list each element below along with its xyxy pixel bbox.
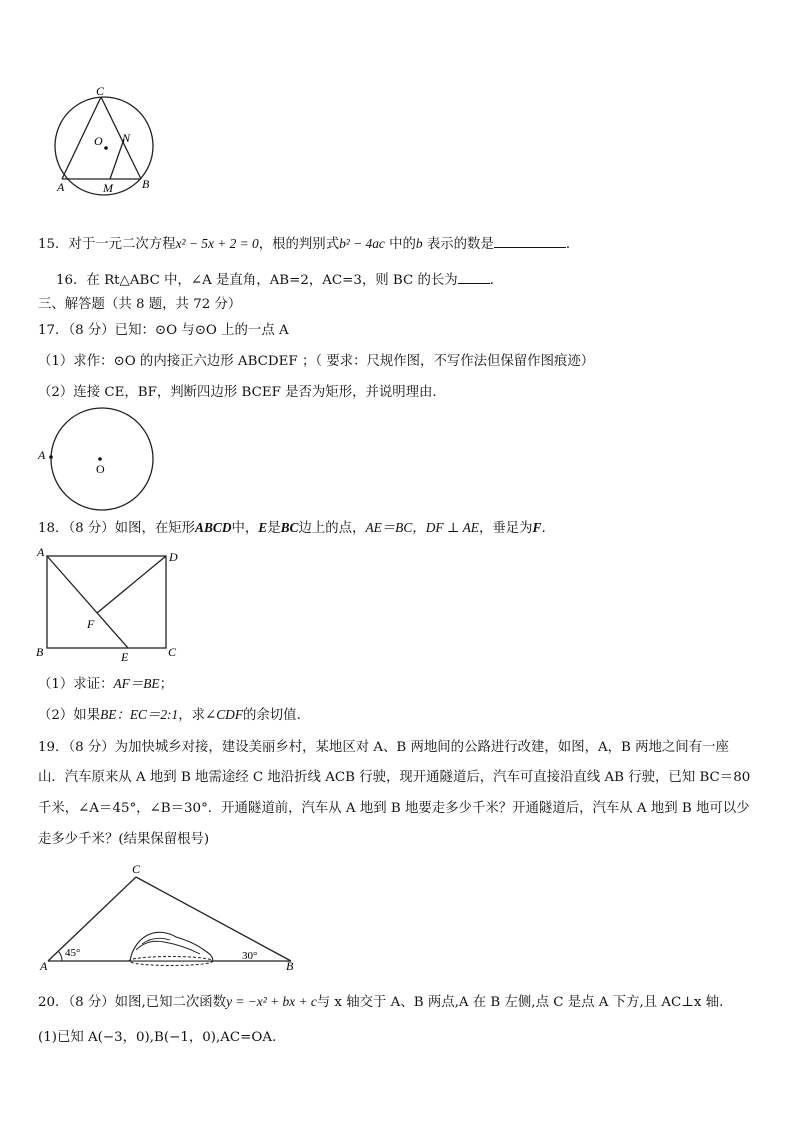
q18-mid4: ，垂足为 bbox=[478, 521, 533, 536]
q17-circle-figure bbox=[36, 406, 156, 512]
question-16 bbox=[56, 269, 503, 291]
question-17-part2: （2）连接 CE，BF，判断四边形 BCEF 是否为矩形，并说明理由． bbox=[38, 385, 446, 400]
q18-part2-end: 的余切值. bbox=[243, 708, 301, 723]
label-C: C bbox=[168, 645, 177, 659]
question-19-line1: 19．（8 分）为加快城乡对接，建设美丽乡村，某地区对 A、B 两地间的公路进行改建，如图，A，B 两地之间有一座 bbox=[38, 740, 729, 755]
q18-mid3: 边上的点， bbox=[298, 521, 366, 536]
q15-prefix: 15．对于一元二次方程 bbox=[38, 237, 176, 252]
label-B: B bbox=[142, 177, 150, 191]
question-18-part2 bbox=[38, 705, 301, 726]
q20-prefix: 20．（8 分）如图,已知二次函数 bbox=[38, 995, 227, 1010]
angle-arc-A bbox=[58, 951, 62, 961]
q18-end: . bbox=[541, 521, 546, 536]
q18-rect: ABCD bbox=[195, 520, 232, 535]
point-A bbox=[49, 455, 53, 459]
question-19-line3: 千米，∠A＝45°，∠B＝30°．开通隧道前，汽车从 A 地到 B 地要走多少千米？开通隧道后，汽车从 A 地到 B 地可以少 bbox=[38, 801, 750, 816]
question-20-stem bbox=[38, 992, 723, 1013]
q18-mid2: 是 bbox=[267, 521, 281, 536]
question-18-part1 bbox=[38, 674, 173, 695]
question-15 bbox=[38, 233, 579, 255]
label-A: A bbox=[37, 545, 45, 559]
section-3-title: 三、解答题（共 8 题，共 72 分） bbox=[38, 297, 242, 312]
q18-condition: AE＝BC，DF ⊥ AE bbox=[365, 520, 479, 535]
q20-function: y = −x² + bx + c bbox=[226, 994, 317, 1009]
q15-answer-blank[interactable] bbox=[494, 233, 566, 248]
q15-var: b bbox=[415, 236, 423, 251]
segment-AE bbox=[47, 556, 128, 648]
question-18-stem bbox=[38, 518, 546, 539]
label-angle-B: 30° bbox=[242, 950, 258, 962]
label-C: C bbox=[96, 84, 105, 98]
q18-part1-end: ； bbox=[159, 677, 173, 692]
circle-O bbox=[51, 408, 153, 510]
q18-prefix: 18．（8 分）如图，在矩形 bbox=[38, 521, 196, 536]
label-E: E bbox=[121, 650, 129, 664]
q18-part1-prefix: （1）求证： bbox=[38, 677, 114, 692]
q16-answer-blank[interactable] bbox=[458, 269, 490, 284]
segment-CB bbox=[101, 97, 141, 179]
q16-end: ． bbox=[489, 273, 504, 288]
q18-part2-mid: ，求∠ bbox=[178, 708, 217, 723]
q19-mountain-figure bbox=[36, 860, 306, 974]
rectangle-ABCD bbox=[47, 556, 166, 648]
q18-E: E bbox=[258, 520, 268, 535]
q18-part2-prefix: （2）如果 bbox=[38, 708, 101, 723]
question-19-line2: 山．汽车原来从 A 地到 B 地需途经 C 地沿折线 ACB 行驶，现开通隧道后，汽车可直接沿直线 AB 行驶，已知 BC＝80 bbox=[38, 770, 751, 785]
label-F: F bbox=[87, 617, 95, 631]
q20-suffix: 与 x 轴交于 A、B 两点,A 在 B 左侧,点 C 是点 A 下方,且 AC⊥x 轴. bbox=[316, 995, 724, 1010]
segment-MN bbox=[110, 139, 124, 179]
label-N: N bbox=[122, 131, 131, 145]
q18-part1-math: AF＝BE bbox=[113, 676, 160, 691]
question-20-part1: (1)已知 A(−3，0),B(−1，0),AC=OA. bbox=[38, 1030, 277, 1045]
label-A: A bbox=[38, 448, 46, 462]
q15-mid2: 中的 bbox=[384, 237, 416, 252]
label-O: O bbox=[96, 462, 105, 476]
label-A: A bbox=[57, 180, 65, 194]
q15-equation: x² − 5x + 2 = 0 bbox=[175, 236, 259, 251]
label-A: A bbox=[40, 959, 48, 973]
q15-end: ． bbox=[565, 237, 580, 252]
label-B: B bbox=[286, 959, 294, 973]
q18-mid1: 中， bbox=[231, 521, 259, 536]
q16-text: 16．在 Rt△ABC 中，∠A 是直角，AB=2，AC=3，则 BC 的长为 bbox=[56, 273, 458, 288]
question-19-line4: 走多少千米？(结果保留根号) bbox=[38, 832, 210, 847]
circle-triangle-figure bbox=[48, 84, 163, 200]
segment-DF bbox=[97, 556, 166, 613]
q15-mid: ，根的判别式 bbox=[258, 237, 340, 252]
question-17-part1: （1）求作：⊙O 的内接正六边形 ABCDEF ；（ 要求：尺规作图，不写作法但保留作图痕迹） bbox=[38, 354, 595, 369]
q18-BC: BC bbox=[280, 520, 299, 535]
label-angle-A: 45° bbox=[65, 947, 81, 959]
q15-suffix: 表示的数是 bbox=[422, 237, 494, 252]
label-B: B bbox=[36, 645, 44, 659]
label-C: C bbox=[132, 862, 141, 876]
center-O bbox=[98, 457, 102, 461]
segment-AC bbox=[48, 877, 136, 961]
question-17-stem: 17．（8 分）已知：⊙O 与⊙O 上的一点 A bbox=[38, 323, 289, 338]
q18-part2-math: BE：EC＝2:1 bbox=[100, 707, 179, 722]
q15-discriminant: b² − 4ac bbox=[339, 236, 385, 251]
q18-F: F bbox=[532, 520, 542, 535]
label-M: M bbox=[103, 181, 113, 195]
mountain-icon bbox=[129, 932, 213, 965]
label-O: O bbox=[94, 134, 103, 148]
q18-part2-angle: CDF bbox=[216, 707, 244, 722]
q18-rectangle-figure bbox=[34, 543, 184, 665]
center-point bbox=[104, 146, 108, 150]
label-D: D bbox=[169, 550, 178, 564]
